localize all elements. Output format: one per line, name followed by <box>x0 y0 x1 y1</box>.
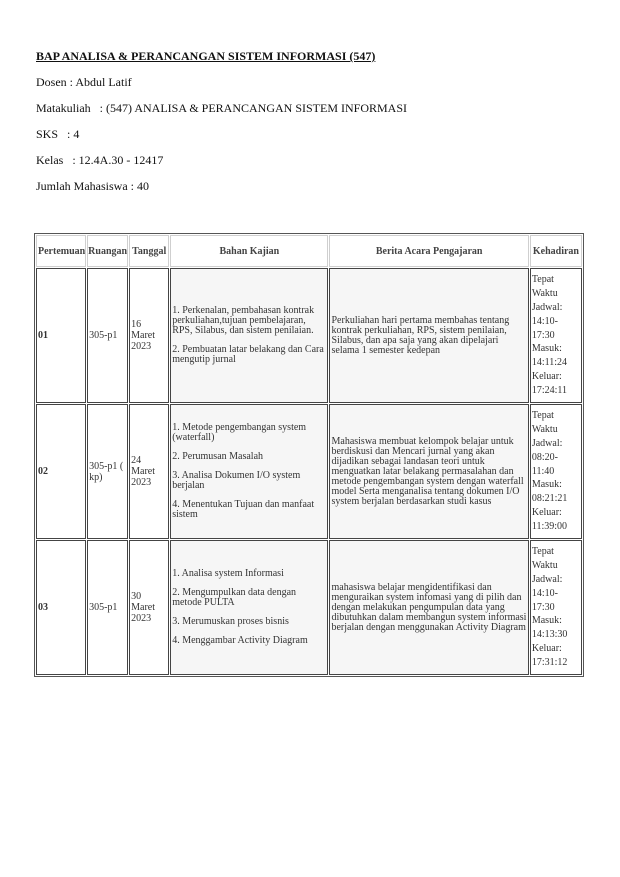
cell-berita-acara: Mahasiswa membuat kelompok belajar untuk berdiskusi dan Mencari jurnal yang akan dijadikan sebagai landasan teori untuk menguatkan latar belakang permasalahan dan metode pengembangan system dengan waterfall model Serta menganalisa tentang dokumen I/O system berjalan berdasarkan studi kasus <box>329 404 528 539</box>
matakuliah-line <box>36 101 407 115</box>
kehadiran-jadwal: Jadwal: 08:20-11:40 <box>531 438 563 477</box>
bap-table <box>34 233 584 677</box>
bahan-item: 3. Analisa Dokumen I/O system berjalan <box>172 470 301 491</box>
cell-bahan-kajian <box>170 540 328 675</box>
kehadiran-masuk: Masuk: 14:11:24 <box>531 343 568 369</box>
kehadiran-status: Tepat Waktu <box>531 410 558 436</box>
cell-kehadiran <box>530 404 582 539</box>
cell-tanggal: 16 Maret 2023 <box>129 268 169 403</box>
cell-pertemuan: 03 <box>36 540 86 675</box>
kehadiran-masuk: Masuk: 14:13:30 <box>531 615 568 641</box>
bahan-item: 1. Perkenalan, pembahasan kontrak perkuliahan,tujuan pembelajaran, RPS, Silabus, dan sistem penilaian. <box>172 305 315 336</box>
cell-tanggal: 24 Maret 2023 <box>129 404 169 539</box>
cell-berita-acara: Perkuliahan hari pertama membahas tentang kontrak perkuliahan, RPS, sistem penilaian, Silabus, dan apa saja yang akan dipelajari selama 1 semester kedepan <box>329 268 528 403</box>
kehadiran-status: Tepat Waktu <box>531 274 558 300</box>
kelas-value: : 12.4A.30 - 12417 <box>72 153 164 167</box>
cell-bahan-kajian <box>170 268 328 403</box>
sks-line <box>36 127 79 141</box>
kehadiran-jadwal: Jadwal: 14:10-17:30 <box>531 574 563 613</box>
cell-ruangan: 305-p1 <box>87 540 128 675</box>
cell-tanggal: 30 Maret 2023 <box>129 540 169 675</box>
cell-berita-acara: mahasiswa belajar mengidentifikasi dan menguraikan system infomasi yang di pilih dan dengan melakukan pengumpulan data yang dibutuhkan dalam membangun system informasi berjalan dengan menggunakan Activity Diagram <box>329 540 528 675</box>
bahan-item: 2. Pembuatan latar belakang dan Cara mengutip jurnal <box>172 344 324 365</box>
bahan-item: 4. Menentukan Tujuan dan manfaat sistem <box>172 499 315 520</box>
cell-ruangan: 305-p1 <box>87 268 128 403</box>
bahan-item: 3. Merumuskan proses bisnis <box>172 616 289 627</box>
kelas-line <box>36 153 163 167</box>
table-row <box>36 268 582 403</box>
sks-label: SKS <box>36 127 59 141</box>
kehadiran-keluar: Keluar: 17:24:11 <box>531 370 568 396</box>
kehadiran-keluar: Keluar: 17:31:12 <box>531 642 568 668</box>
col-header-pertemuan: Pertemuan <box>36 235 86 267</box>
bahan-item: 1. Analisa system Informasi <box>172 568 284 579</box>
table-header-row <box>36 235 582 267</box>
bahan-item: 2. Perumusan Masalah <box>172 451 264 462</box>
col-header-berita-acara: Berita Acara Pengajaran <box>329 235 528 267</box>
bahan-item: 1. Metode pengembangan system (waterfall) <box>172 422 307 443</box>
col-header-bahan-kajian: Bahan Kajian <box>170 235 328 267</box>
bahan-item: 4. Menggambar Activity Diagram <box>172 635 308 646</box>
cell-pertemuan: 01 <box>36 268 86 403</box>
document-title: BAP ANALISA & PERANCANGAN SISTEM INFORMASI (547) <box>36 49 376 63</box>
cell-kehadiran <box>530 540 582 675</box>
kehadiran-keluar: Keluar: 11:39:00 <box>531 506 568 532</box>
jumlah-mahasiswa-line: Jumlah Mahasiswa : 40 <box>36 179 149 193</box>
cell-pertemuan: 02 <box>36 404 86 539</box>
matakuliah-value: : (547) ANALISA & PERANCANGAN SISTEM INFORMASI <box>99 101 408 115</box>
col-header-kehadiran: Kehadiran <box>530 235 582 267</box>
cell-ruangan: 305-p1 ( kp) <box>87 404 128 539</box>
sks-value: : 4 <box>67 127 80 141</box>
col-header-ruangan: Ruangan <box>87 235 128 267</box>
cell-bahan-kajian <box>170 404 328 539</box>
cell-kehadiran <box>530 268 582 403</box>
table-row <box>36 404 582 539</box>
kehadiran-status: Tepat Waktu <box>531 546 558 572</box>
matakuliah-label: Matakuliah <box>36 101 91 115</box>
kehadiran-jadwal: Jadwal: 14:10-17:30 <box>531 302 563 341</box>
kehadiran-masuk: Masuk: 08:21:21 <box>531 479 568 505</box>
table-row <box>36 540 582 675</box>
dosen-line: Dosen : Abdul Latif <box>36 75 132 89</box>
kelas-label: Kelas <box>36 153 64 167</box>
col-header-tanggal: Tanggal <box>129 235 169 267</box>
bahan-item: 2. Mengumpulkan data dengan metode PULTA <box>172 587 297 608</box>
